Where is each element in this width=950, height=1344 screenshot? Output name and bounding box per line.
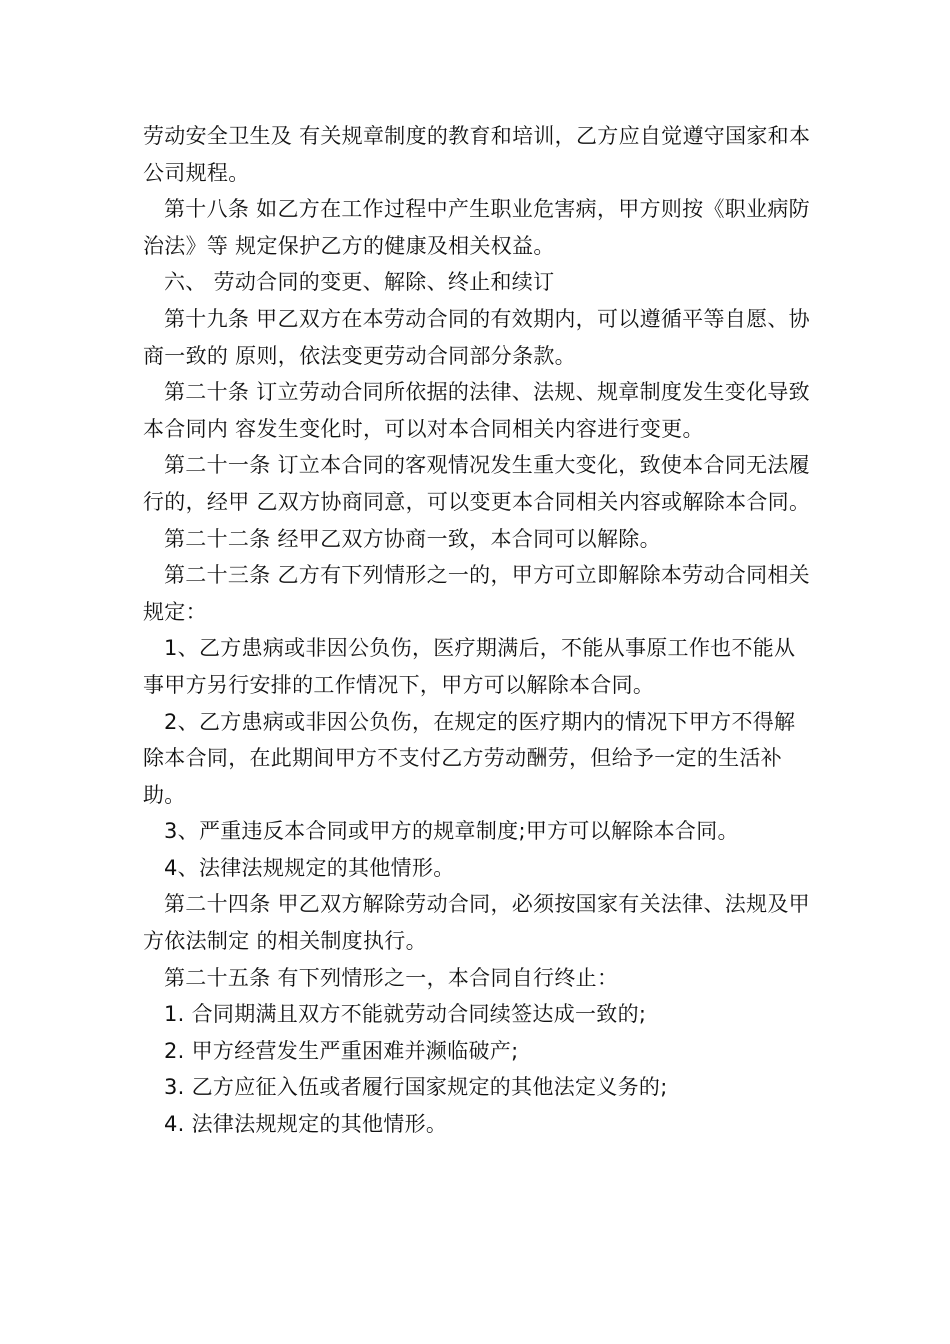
section-heading-6: 六、 劳动合同的变更、解除、终止和续订 [164, 270, 555, 295]
paragraph-article-23: 第二十三条 乙方有下列情形之一的，甲方可立即解除本劳动合同相关规定： [143, 563, 810, 624]
list-item-25-2: 2. 甲方经营发生严重困难并濒临破产; [164, 1038, 519, 1063]
paragraph-article-22: 第二十二条 经甲乙双方协商一致，本合同可以解除。 [164, 526, 661, 551]
paragraph-article-24: 第二十四条 甲乙双方解除劳动合同，必须按国家有关法律、法规及甲方依法制定 的相关制度执行。 [143, 892, 810, 954]
list-item-23-1: 1、乙方患病或非因公负伤，医疗期满后，不能从事原工作也不能从事甲方另行安排的工作情况下，甲方可以解除本合同。 [143, 636, 796, 697]
paragraph-article-25: 第二十五条 有下列情形之一，本合同自行终止： [164, 965, 619, 990]
list-item-25-3: 3. 乙方应征入伍或者履行国家规定的其他法定义务的; [164, 1075, 668, 1100]
list-item-25-1: 1. 合同期满且双方不能就劳动合同续签达成一致的; [164, 1002, 647, 1027]
document-body [143, 118, 813, 1143]
paragraph-article-18: 第十八条 如乙方在工作过程中产生职业危害病，甲方则按《职业病防治法》等 规定保护乙方的健康及相关权益。 [143, 197, 810, 258]
list-item-23-4: 4、法律法规规定的其他情形。 [164, 855, 455, 880]
list-item-23-2: 2、乙方患病或非因公负伤，在规定的医疗期内的情况下甲方不得解除本合同，在此期间甲方不支付乙方劳动酬劳，但给予一定的生活补助。 [143, 709, 796, 807]
list-item-23-3: 3、严重违反本合同或甲方的规章制度;甲方可以解除本合同。 [164, 819, 739, 844]
paragraph-article-19: 第十九条 甲乙双方在本劳动合同的有效期内，可以遵循平等自愿、协商一致的 原则，依法变更劳动合同部分条款。 [143, 306, 810, 368]
paragraph-safety-training: 劳动安全卫生及 有关规章制度的教育和培训，乙方应自觉遵守国家和本公司规程。 [143, 124, 811, 185]
paragraph-article-20: 第二十条 订立劳动合同所依据的法律、法规、规章制度发生变化导致本合同内 容发生变化时，可以对本合同相关内容进行变更。 [143, 380, 810, 441]
list-item-25-4: 4. 法律法规规定的其他情形。 [164, 1112, 448, 1137]
paragraph-article-21: 第二十一条 订立本合同的客观情况发生重大变化，致使本合同无法履行的，经甲 乙双方协商同意，可以变更本合同相关内容或解除本合同。 [143, 453, 811, 514]
